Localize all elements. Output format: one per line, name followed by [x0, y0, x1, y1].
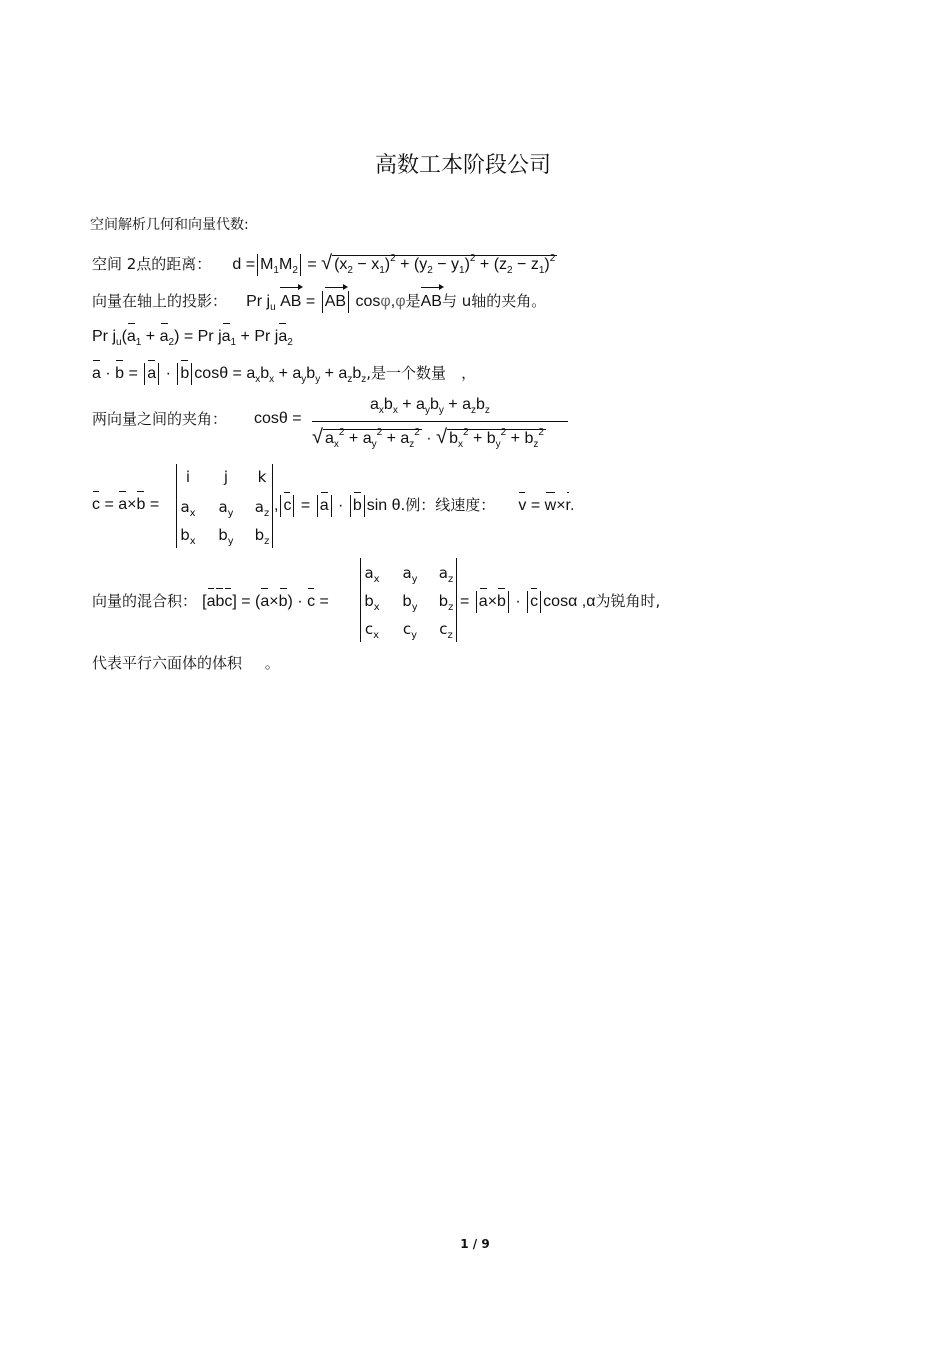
section-heading: 空间解析几何和向量代数:	[90, 217, 249, 233]
det-cell: $b_x$	[364, 592, 380, 613]
cross-product-lhs: c = a×b =	[92, 496, 160, 513]
det-cell: $a_x$	[364, 564, 380, 585]
projection-is: 是	[405, 292, 421, 310]
volume-label: 代表平行六面体的体积	[92, 654, 243, 672]
det-cell: i	[185, 468, 191, 486]
volume-end: 。	[264, 654, 280, 672]
projection-line: 向量在轴上的投影： Pr $j_u$ AB = AB cosφ,φ是AB与 u轴的夹角。	[92, 292, 547, 313]
det-cell: $b_z$	[254, 526, 270, 547]
cross-determinant	[176, 464, 273, 548]
dot-product-formula: a · b = a · b $\cos\theta = a_xb_x + a_yb_y + a_zb_z$	[92, 365, 366, 382]
angle-label: 两向量之间的夹角：	[92, 410, 228, 428]
projection-tail: 与 u轴的夹角。	[441, 292, 547, 310]
example-label: .例：线速度：	[400, 496, 496, 514]
mixed-determinant	[360, 558, 457, 642]
projection-formula: Pr $j_u$ AB = AB cosφ,φ	[246, 293, 405, 310]
det-cell: $a_z$	[438, 564, 454, 585]
angle-numerator: $a_xb_x + a_yb_y + a_zb_z$	[370, 396, 490, 416]
volume-line	[92, 652, 280, 673]
det-cell: $b_x$	[180, 526, 196, 547]
det-cell: $c_x$	[364, 620, 380, 641]
det-cell: $c_y$	[402, 620, 418, 641]
dot-product-tail: ,是一个数量	[366, 364, 447, 382]
det-cell: j	[223, 468, 229, 486]
dot-product-line	[92, 362, 476, 385]
det-cell: $a_z$	[254, 498, 270, 519]
projection-sum-formula: Pr $j_u(a_1 + a_2) = Pr$ $ja_1 + Pr$ $ja_2$	[92, 328, 293, 348]
dot-product-comma: ，	[461, 364, 477, 382]
page-title: 高数工本阶段公司	[374, 153, 551, 178]
det-cell: $a_y$	[402, 564, 418, 585]
mixed-product-line: 向量的混合积： [abc] = (a×b) · c =	[92, 592, 329, 610]
det-cell: k	[257, 468, 267, 486]
distance-label: 空间 2点的距离：	[92, 255, 212, 273]
det-cell: $b_z$	[438, 592, 454, 613]
det-cell: $b_y$	[402, 592, 418, 613]
angle-cos: cosθ =	[254, 410, 302, 427]
det-cell: $a_x$	[180, 498, 196, 519]
mixed-product-tail: = a×b · c cosα ,α为锐角时,	[460, 590, 660, 613]
mixed-product-label: 向量的混合积：	[92, 592, 198, 610]
distance-formula-line	[92, 252, 557, 276]
cross-product-magnitude-line: , c = a · b sin θ.例：线速度： v = w×r.	[274, 494, 574, 517]
angle-denominator: √ $a_x^2 + a_y^2 + a_z^2$ · √ $b_x^2 + b_y^2 + b_z^2$	[312, 426, 544, 450]
det-cell: $c_z$	[439, 620, 453, 641]
distance-formula: $d = M_1M_2$ = √ $(x_2 - x_1)^2 + (y_2 - y_1)^2 + (z_2 - z_1)^2$	[232, 252, 556, 276]
det-cell: $a_y$	[218, 498, 234, 519]
angle-fraction-line	[312, 421, 568, 422]
projection-label: 向量在轴上的投影：	[92, 292, 228, 310]
acute-label: 为锐角时,	[595, 592, 661, 610]
det-cell: $b_y$	[218, 526, 234, 547]
page-indicator: 1 / 9	[460, 1237, 490, 1251]
